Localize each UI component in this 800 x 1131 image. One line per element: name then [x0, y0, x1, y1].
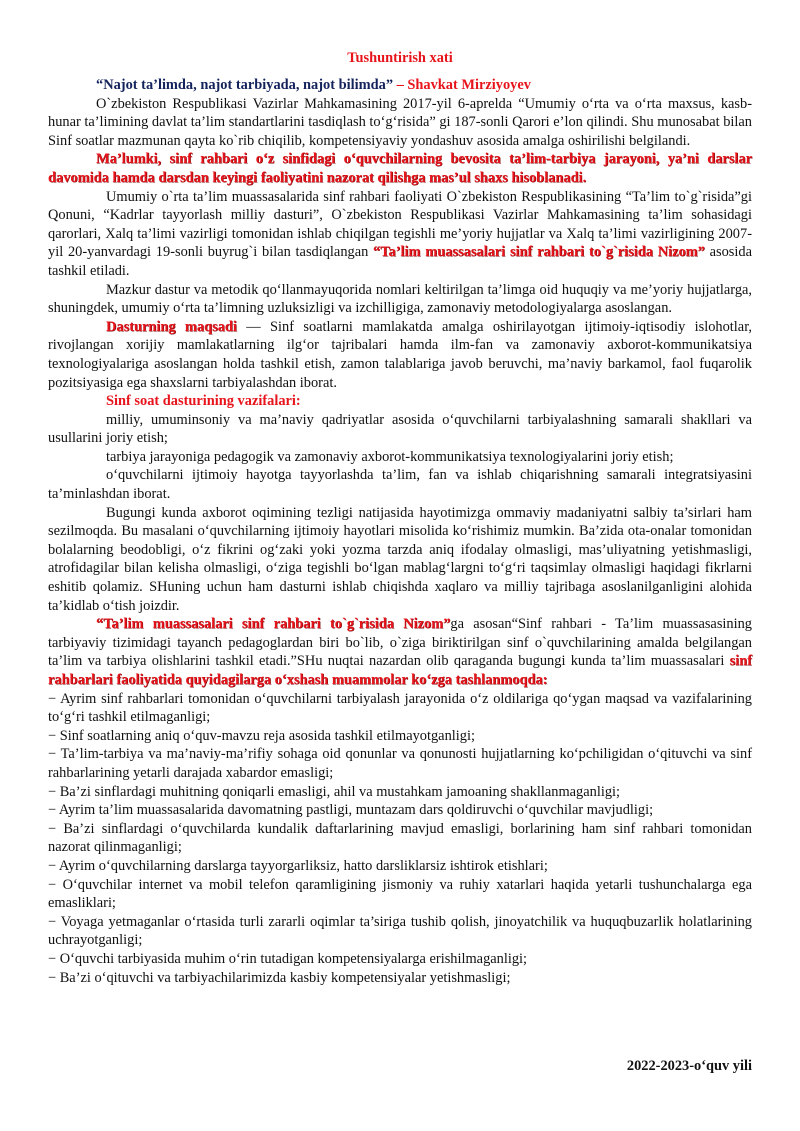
problem-item: − Ba’zi sinflardagi o‘quvchilarda kundalik daftarlarining mavjud emasligi, borlarining ham sinf rahbari tomonidan nazorat qilinmaganligi;	[48, 820, 752, 856]
problem-item: − O‘quvchilar internet va mobil telefon qaramligining jismoniy va ruhiy xatarlari haqida yetarli tushunchalarga ega emasliklari;	[48, 876, 752, 912]
paragraph-responsibility: Ma’lumki, sinf rahbari o‘z sinfidagi o‘quvchilarning bevosita ta’lim-tarbiya jarayoni, ya’ni darslar davomida hamda darsdan keyingi faoliyatini nazorat qilishga mas’ul shaxs hisoblanadi.	[48, 151, 752, 186]
paragraph-intro: O`zbekiston Respublikasi Vazirlar Mahkamasining 2017-yil 6-aprelda “Umumiy o‘rta va o‘rta maxsus, kasb-hunar ta’limining davlat ta’lim standartlarini tasdiqlash to‘g‘risida” gi 187-sonli Qarori e’lon qilindi. Shu munosabat bilan Sinf soatlar mazmunan qayta ko`rib chiqilib, kompetensiyaviy yondashuv asosida amalga oshirilishi belgilandi.	[48, 95, 752, 149]
problem-item: − O‘quvchi tarbiyasida muhim o‘rin tutadigan kompetensiyalarga erishilmaganligi;	[48, 950, 528, 967]
legal-basis-end: asosida tashkil etiladi.	[48, 244, 752, 279]
document-body	[48, 48, 752, 987]
problem-item: − Ayrim ta’lim muassasalarida davomatning pastligi, muntazam dars qoldiruvchi o‘quvchilar mavjudligi;	[48, 802, 654, 819]
paragraph-regulation	[48, 615, 752, 689]
problems-intro: sinf rahbarlari faoliyatida quyidagilarga o‘xshash muammolar ko‘zga tashlanmoqda:	[48, 653, 752, 688]
epigraph	[48, 76, 752, 95]
problem-item: − Ba’zi o‘qituvchi va tarbiyachilarimizda kasbiy kompetensiyalar yetishmasligi;	[48, 969, 511, 986]
regulation-name: “Ta’lim muassasalari sinf rahbari to`g`risida Nizom”	[373, 244, 705, 261]
problem-item: − Ayrim sinf rahbarlari tomonidan o‘quvchilarni tarbiyalash jarayonida o‘z oldilariga qo‘ygan maqsad va vazifalarining to‘g‘ri tashkil etilmaganligi;	[48, 690, 752, 726]
task-item: o‘quvchilarni ijtimoiy hayotga tayyorlashda ta’lim, fan va ishlab chiqarishning samarali integratsiyasini ta’minlashdan iborat.	[48, 467, 752, 503]
tasks-heading: Sinf soat dasturining vazifalari:	[106, 393, 301, 410]
paragraph-goal	[48, 318, 752, 392]
document-title: Tushuntirish xati	[347, 50, 453, 66]
regulation-name-2: “Ta’lim muassasalari sinf rahbari to`g`risida Nizom”	[96, 616, 451, 633]
problem-item: − Ayrim o‘quvchilarning darslarga tayyorgarliksiz, hatto darsliklarsiz ishtirok etishlari;	[48, 857, 548, 874]
epigraph-author: – Shavkat Mirziyoyev	[393, 77, 531, 93]
problem-item: − Sinf soatlarning aniq o‘quv-mavzu reja asosida tashkil etilmayotganligi;	[48, 727, 475, 744]
goal-text: — Sinf soatlarni mamlakatda amalga oshirilayotgan ijtimoiy-iqtisodiy islohotlar, rivojlangan xorijiy mamlakatlarning ilg‘or tajribalari hamda ilm-fan va zamonaviy axborot-kommunikatsiya texnologiyalariga asoslangan holda tashkil etish, zamon talablariga javob beruvchi, ma’naviy barkamol, faol fuqarolik pozitsiyasiga ega shaxslarni tarbiyalashdan iborat.	[48, 318, 753, 391]
task-item: tarbiya jarayoniga pedagogik va zamonaviy axborot-kommunikatsiya texnologiyalarini joriy etish;	[106, 448, 674, 465]
problem-item: − Ta’lim-tarbiya va ma’naviy-ma’rifiy sohaga oid qonunlar va qonunosti hujjatlarning ko‘pchiligidan o‘qituvchi va sinf rahbarlarining yetarli darajada xabardor emasligi;	[48, 746, 752, 781]
problem-item: − Ba’zi sinflardagi muhitning qoniqarli emasligi, ahil va mustahkam jamoaning shakllanmaganligi;	[48, 783, 621, 800]
problem-item: − Voyaga yetmaganlar o‘rtasida turli zararli oqimlar ta’siriga tushib qolish, jinoyatchilik va huquqbuzarlik holatlarining uchrayotganligi;	[48, 913, 752, 949]
goal-label: Dasturning maqsadi	[106, 318, 237, 335]
paragraph-legal-basis	[48, 188, 752, 281]
legal-basis-text: Umumiy o`rta ta’lim muassasalarida sinf rahbari faoliyati O`zbekiston Respublikasining “Ta’lim to`g`risida”gi Qonuni, “Kadrlar tayyorlash milliy dasturi”, O`zbekiston Respublikasi Vazirlar Mahkamasining ta’lim sohasidagi qarorlari, Xalq ta’limi vazirligi tomonidan ishlab chiqilgan tegishli me’yoriy hujjatlar va Xalq ta’limi vazirligining 2007-yil 20-yanvardagi 19-sonli buyrug`i bilan tasdiqlangan	[48, 188, 752, 261]
task-item: milliy, umuminsoniy va ma’naviy qadriyatlar asosida o‘quvchilarni tarbiyalashning samarali shakllari va usullarini joriy etish;	[48, 411, 752, 447]
academic-year-footer: 2022-2023-o‘quv yili	[626, 1058, 752, 1074]
paragraph-foundation: Mazkur dastur va metodik qo‘llanmayuqorida nomlari keltirilgan ta’limga oid huquqiy va me’yoriy hujjatlarga, shuningdek, umumiy o‘rta ta’limning uzluksizligi va izchilligiga, zamonaviy metodologiyalarga asoslangan.	[48, 281, 752, 317]
epigraph-quote: “Najot ta’limda, najot tarbiyada, najot bilimda”	[96, 77, 394, 93]
regulation-text: ga asosan“Sinf rahbari - Ta’lim muassasasining tarbiyaviy tizimidagi tayanch pedagoglardan biri bo`lib, o`ziga biriktirilgan sinf o`quvchilarining amalda belgilangan ta’lim va tarbiya olishlarini tashkil etadi.”SHu nuqtai nazardan olib qaraganda bugungi kunda ta’lim muassasalari	[48, 616, 752, 670]
paragraph-mass-culture: Bugungi kunda axborot oqimining tezligi natijasida hayotimizga ommaviy madaniyatni salbiy ta’sirlari ham sezilmoqda. Bu masalani o‘quvchilarning ijtimoiy hayotlari misolida ko‘rishimiz mumkin. Ba’zida ota-onalar tomonidan bolalarning beodobligi, o‘z fikrini og‘zaki yoki yozma tarzda aniq ifodalay olmasligi, mas’uliyatning yetishmasligi, atrofidagilar bilan kelisha olmasligi, o‘ziga tegishli bo‘lgan mablag‘largni to‘g‘ri taqsimlay olmasligi haqidagi fikrlarni eshitib qolamiz. SHuning uchun ham dasturni ishlab chiqishda xaqlaro va milliy tajribaga asoslanilganligini alohida ta’kidlab o‘tish joizdir.	[48, 504, 752, 614]
